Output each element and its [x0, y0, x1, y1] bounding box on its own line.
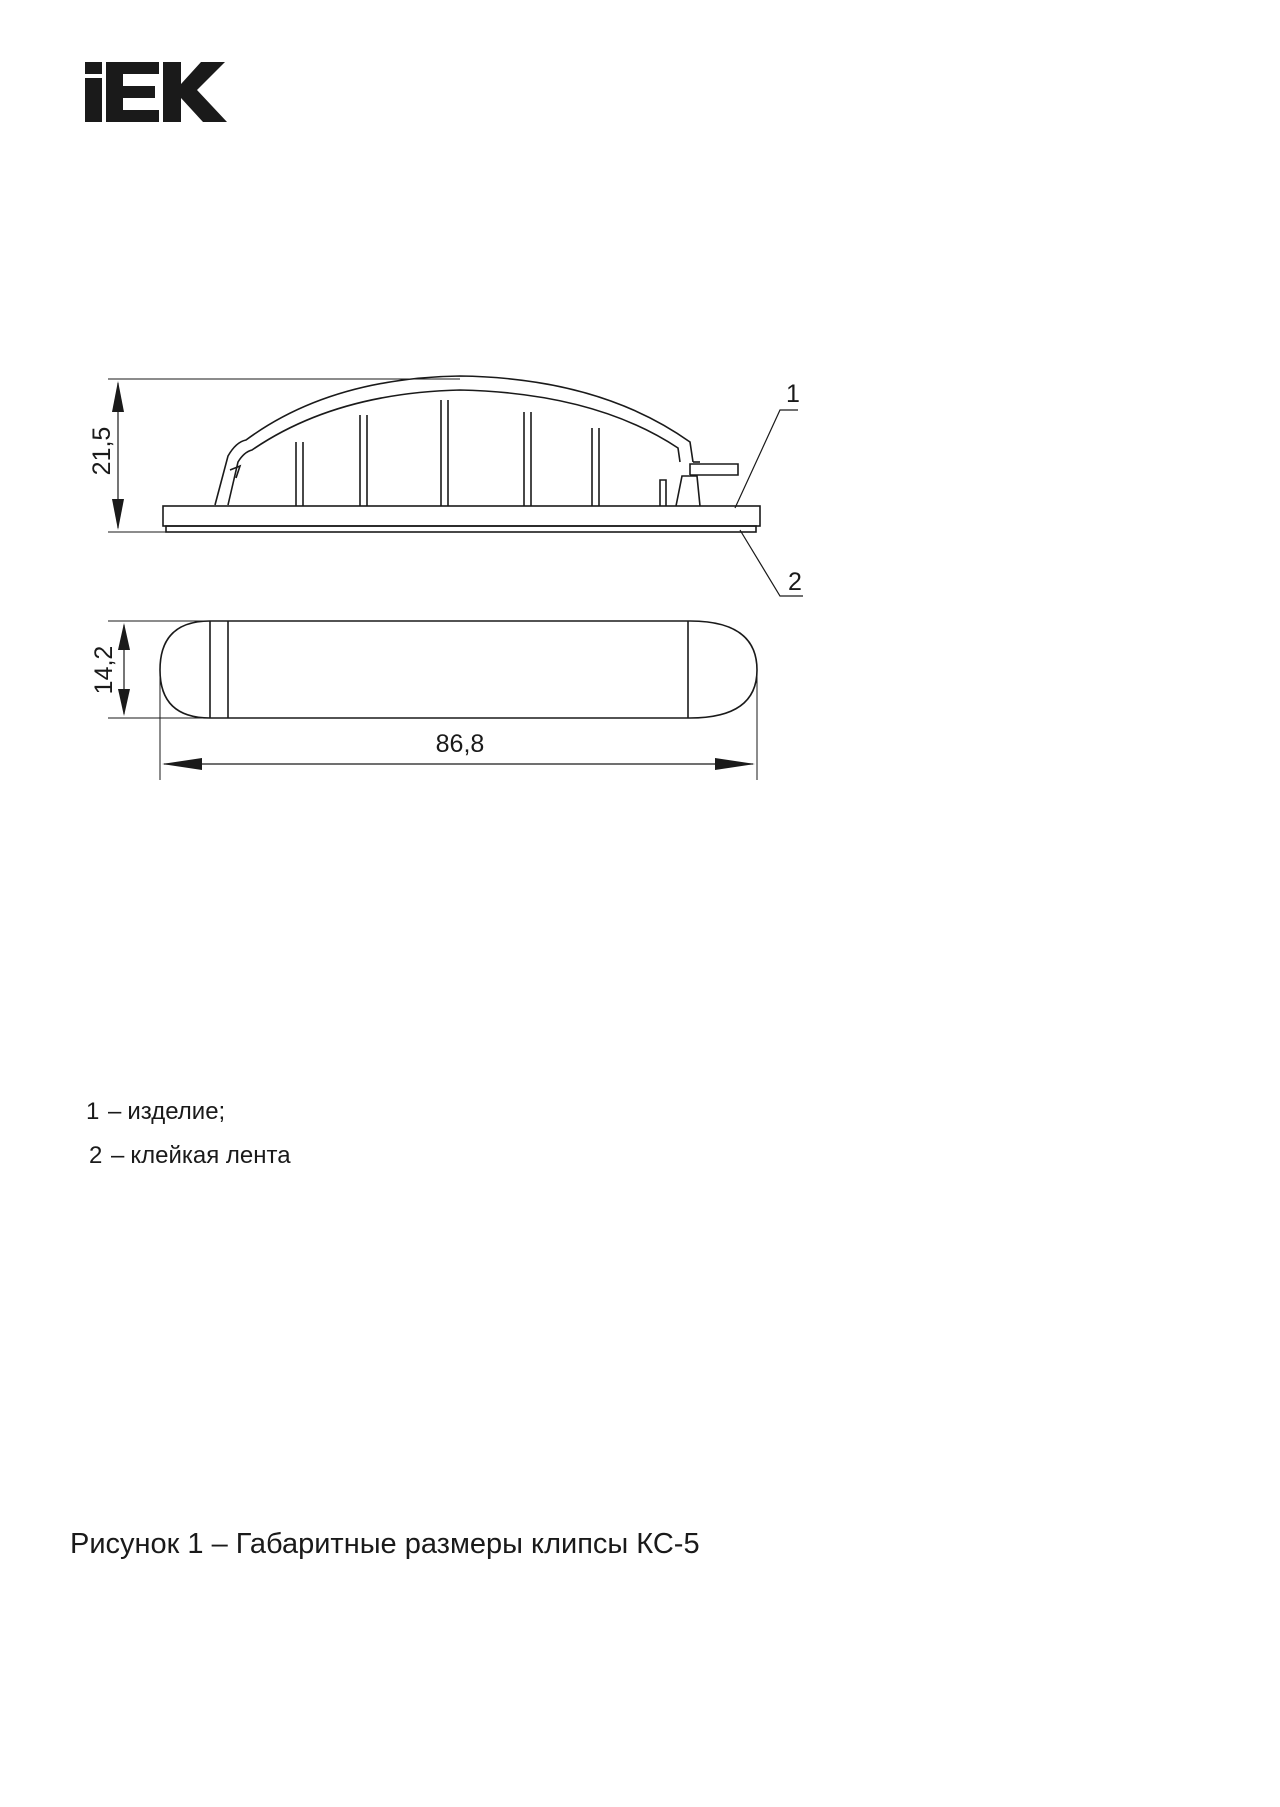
callout-2: 2 — [788, 568, 802, 596]
legend-dash: – — [108, 1098, 122, 1125]
dimension-width: 14,2 — [90, 645, 118, 695]
legend-item — [86, 1090, 291, 1134]
side-view — [163, 376, 760, 532]
legend-text: клейкая лента — [130, 1142, 291, 1169]
top-view — [160, 621, 757, 718]
callout-1: 1 — [786, 380, 800, 408]
technical-drawing — [0, 0, 1280, 900]
legend — [86, 1090, 291, 1178]
legend-item — [86, 1134, 291, 1178]
dimension-length: 86,8 — [435, 730, 485, 758]
figure-caption: Рисунок 1 – Габаритные размеры клипсы КС-5 — [70, 1528, 700, 1560]
legend-dash: – — [111, 1142, 125, 1169]
dimension-height: 21,5 — [88, 426, 116, 476]
legend-number: 2 — [89, 1142, 103, 1169]
legend-number: 1 — [86, 1098, 100, 1125]
legend-text: изделие; — [127, 1098, 226, 1125]
